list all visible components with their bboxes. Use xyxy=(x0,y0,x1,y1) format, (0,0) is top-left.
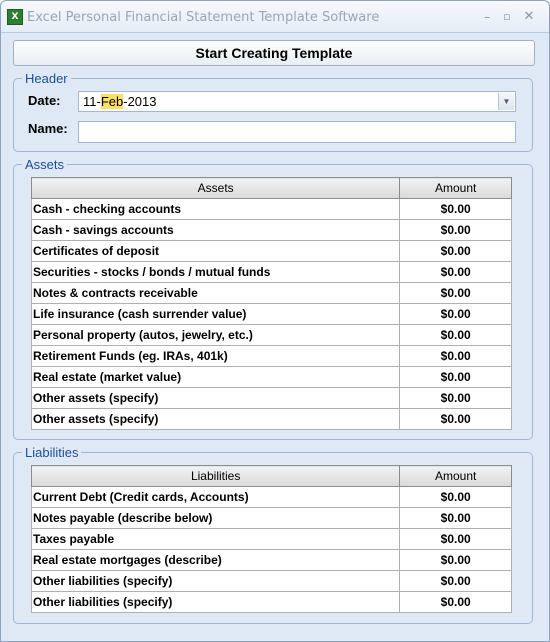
close-icon[interactable]: ✕ xyxy=(523,9,535,24)
date-day: 11- xyxy=(83,94,101,109)
asset-amount-cell[interactable]: $0.00 xyxy=(400,283,512,304)
asset-amount-cell[interactable]: $0.00 xyxy=(400,367,512,388)
liabilities-header-row xyxy=(32,466,512,487)
date-label: Date: xyxy=(28,93,61,108)
asset-amount-cell[interactable]: $0.00 xyxy=(400,388,512,409)
liability-amount-cell[interactable]: $0.00 xyxy=(400,508,512,529)
name-field[interactable] xyxy=(78,121,516,143)
asset-description-cell[interactable]: Life insurance (cash surrender value) xyxy=(32,304,400,325)
table-row xyxy=(32,529,512,550)
asset-description-cell[interactable]: Cash - savings accounts xyxy=(32,220,400,241)
liability-amount-cell[interactable]: $0.00 xyxy=(400,550,512,571)
table-row xyxy=(32,367,512,388)
asset-amount-cell[interactable]: $0.00 xyxy=(400,199,512,220)
table-row xyxy=(32,409,512,430)
window-title: Excel Personal Financial Statement Template Software xyxy=(27,10,380,25)
date-month-selected[interactable]: Feb xyxy=(100,94,124,109)
amount-column-header[interactable]: Amount xyxy=(400,466,512,487)
liability-amount-cell[interactable]: $0.00 xyxy=(400,571,512,592)
table-row xyxy=(32,388,512,409)
liabilities-table xyxy=(31,465,512,613)
amount-column-header[interactable]: Amount xyxy=(400,178,512,199)
name-label: Name: xyxy=(28,121,68,136)
asset-description-cell[interactable]: Notes & contracts receivable xyxy=(32,283,400,304)
asset-description-cell[interactable]: Real estate (market value) xyxy=(32,367,400,388)
asset-amount-cell[interactable]: $0.00 xyxy=(400,409,512,430)
assets-group-legend: Assets xyxy=(22,157,67,172)
liabilities-group xyxy=(13,445,533,624)
liability-description-cell[interactable]: Current Debt (Credit cards, Accounts) xyxy=(32,487,400,508)
liabilities-group-legend: Liabilities xyxy=(22,445,81,460)
table-row xyxy=(32,199,512,220)
asset-amount-cell[interactable]: $0.00 xyxy=(400,241,512,262)
excel-app-icon: X xyxy=(7,9,23,25)
table-row xyxy=(32,325,512,346)
asset-amount-cell[interactable]: $0.00 xyxy=(400,220,512,241)
table-row xyxy=(32,283,512,304)
table-row xyxy=(32,508,512,529)
liability-description-cell[interactable]: Notes payable (describe below) xyxy=(32,508,400,529)
table-row xyxy=(32,346,512,367)
asset-description-cell[interactable]: Other assets (specify) xyxy=(32,388,400,409)
liability-description-cell[interactable]: Other liabilities (specify) xyxy=(32,571,400,592)
header-group xyxy=(13,71,533,152)
liability-description-cell[interactable]: Real estate mortgages (describe) xyxy=(32,550,400,571)
asset-description-cell[interactable]: Personal property (autos, jewelry, etc.) xyxy=(32,325,400,346)
assets-column-header[interactable]: Assets xyxy=(32,178,400,199)
table-row xyxy=(32,262,512,283)
liability-amount-cell[interactable]: $0.00 xyxy=(400,592,512,613)
asset-amount-cell[interactable]: $0.00 xyxy=(400,325,512,346)
assets-header-row xyxy=(32,178,512,199)
liability-description-cell[interactable]: Taxes payable xyxy=(32,529,400,550)
date-year: -2013 xyxy=(123,94,157,109)
liability-amount-cell[interactable]: $0.00 xyxy=(400,529,512,550)
maximize-icon[interactable]: ▫ xyxy=(503,10,511,23)
asset-description-cell[interactable]: Securities - stocks / bonds / mutual funds xyxy=(32,262,400,283)
chevron-down-icon[interactable]: ▼ xyxy=(498,93,514,110)
asset-description-cell[interactable]: Other assets (specify) xyxy=(32,409,400,430)
table-row xyxy=(32,220,512,241)
asset-amount-cell[interactable]: $0.00 xyxy=(400,346,512,367)
liabilities-column-header[interactable]: Liabilities xyxy=(32,466,400,487)
date-picker[interactable] xyxy=(78,91,516,112)
table-row xyxy=(32,241,512,262)
asset-description-cell[interactable]: Cash - checking accounts xyxy=(32,199,400,220)
asset-amount-cell[interactable]: $0.00 xyxy=(400,262,512,283)
start-creating-template-button[interactable]: Start Creating Template xyxy=(13,40,535,66)
table-row xyxy=(32,550,512,571)
assets-table xyxy=(31,177,512,430)
title-bar[interactable] xyxy=(1,1,549,33)
table-row xyxy=(32,571,512,592)
asset-description-cell[interactable]: Certificates of deposit xyxy=(32,241,400,262)
liability-amount-cell[interactable]: $0.00 xyxy=(400,487,512,508)
table-row xyxy=(32,592,512,613)
liability-description-cell[interactable]: Other liabilities (specify) xyxy=(32,592,400,613)
assets-group xyxy=(13,157,533,440)
table-row xyxy=(32,304,512,325)
table-row xyxy=(32,487,512,508)
asset-amount-cell[interactable]: $0.00 xyxy=(400,304,512,325)
header-group-legend: Header xyxy=(22,71,71,86)
asset-description-cell[interactable]: Retirement Funds (eg. IRAs, 401k) xyxy=(32,346,400,367)
minimize-icon[interactable]: – xyxy=(484,10,490,24)
